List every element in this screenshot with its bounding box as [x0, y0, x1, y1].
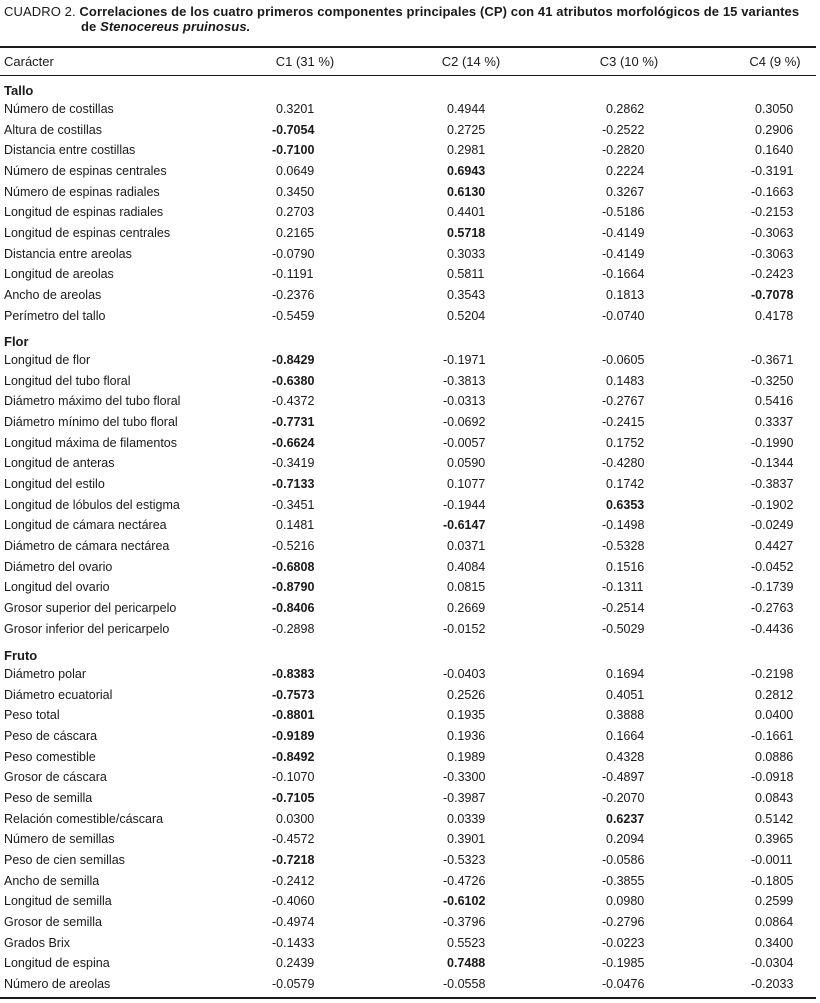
value-c1: -0.7054 [272, 122, 315, 137]
table-row [0, 619, 816, 639]
value-c2: -0.3813 [443, 373, 486, 388]
table-row [0, 412, 816, 432]
value-c4: -0.1990 [751, 435, 794, 450]
trait-name: Peso de semilla [4, 791, 93, 805]
value-c1: -0.7731 [272, 415, 315, 429]
table-row [0, 705, 816, 725]
value-c1: -0.3451 [272, 497, 315, 512]
trait-name: Diámetro del ovario [4, 559, 113, 574]
value-c3: 0.4328 [606, 749, 645, 764]
trait-name: Perímetro del tallo [4, 308, 106, 323]
value-c3: -0.2796 [602, 914, 645, 929]
value-c1: -0.5216 [272, 538, 315, 553]
value-c4: 0.4427 [755, 538, 794, 553]
table-row [0, 912, 816, 932]
value-c2: 0.7488 [447, 956, 486, 971]
value-c4: 0.2812 [755, 687, 794, 702]
value-c2: 0.3543 [447, 287, 486, 302]
value-c2: 0.1077 [447, 477, 486, 491]
value-c4: -0.3063 [751, 226, 794, 240]
table-row [0, 244, 816, 264]
trait-name: Distancia entre areolas [4, 246, 132, 261]
trait-name: Número de semillas [4, 832, 115, 847]
value-c3: 0.1694 [606, 667, 645, 681]
table-row [0, 788, 816, 808]
trait-name: Peso comestible [4, 749, 96, 764]
value-c1: -0.3419 [272, 456, 315, 471]
table-row [0, 182, 816, 202]
table-top-rule [0, 46, 816, 48]
value-c3: -0.0740 [602, 308, 645, 323]
trait-name: Longitud de areolas [4, 267, 114, 282]
value-c1: -0.7218 [272, 852, 315, 867]
value-c3: -0.0586 [602, 852, 645, 867]
trait-name: Grados Brix [4, 935, 70, 950]
value-c2: 0.0371 [447, 538, 486, 553]
value-c3: -0.2767 [602, 394, 645, 409]
value-c1: -0.6808 [272, 559, 315, 574]
value-c4: -0.1902 [751, 497, 794, 512]
value-c1: -0.5459 [272, 308, 315, 323]
trait-name: Diámetro de cámara nectárea [4, 538, 170, 553]
trait-name: Número de espinas radiales [4, 184, 160, 199]
value-c1: -0.1433 [272, 935, 315, 950]
value-c3: -0.0605 [602, 353, 645, 367]
value-c2: 0.0815 [447, 580, 486, 595]
table-row [0, 223, 816, 243]
value-c2: -0.5323 [443, 852, 486, 867]
value-c1: -0.8790 [272, 580, 315, 595]
table-row [0, 536, 816, 556]
table-row [0, 306, 816, 326]
value-c3: 0.2862 [606, 102, 645, 116]
value-c4: -0.2423 [751, 267, 794, 282]
value-c2: 0.4401 [447, 205, 486, 220]
value-c3: -0.2522 [602, 122, 645, 137]
value-c3: 0.3267 [606, 184, 645, 199]
value-c1: -0.4060 [272, 894, 315, 909]
value-c4: 0.0886 [755, 749, 794, 764]
value-c1: 0.2703 [276, 205, 315, 220]
value-c2: -0.0057 [443, 435, 486, 450]
table-row [0, 371, 816, 391]
trait-name: Longitud máxima de filamentos [4, 435, 178, 450]
table-header-rule [0, 75, 816, 76]
trait-name: Distancia entre costillas [4, 143, 136, 158]
table-row [0, 140, 816, 160]
table-row [0, 685, 816, 705]
value-c4: -0.3063 [751, 246, 794, 261]
value-c4: 0.2599 [755, 894, 794, 909]
value-c3: 0.1516 [606, 559, 645, 574]
table-row [0, 953, 816, 973]
value-c4: 0.3400 [755, 935, 794, 950]
value-c2: 0.6943 [447, 164, 486, 178]
value-c1: 0.0649 [276, 164, 315, 178]
table-row [0, 747, 816, 767]
value-c3: -0.2415 [602, 415, 645, 429]
value-c3: -0.1664 [602, 267, 645, 282]
trait-name: Longitud de cámara nectárea [4, 518, 167, 533]
table-row [0, 891, 816, 911]
value-c2: 0.4944 [447, 102, 486, 116]
value-c4: -0.7078 [751, 287, 794, 302]
caption-label: CUADRO 2. [4, 4, 76, 19]
table-row [0, 829, 816, 849]
value-c4: -0.1663 [751, 184, 794, 199]
value-c4: 0.2906 [755, 122, 794, 137]
value-c2: 0.1935 [447, 708, 486, 723]
value-c3: 0.1752 [606, 435, 645, 450]
value-c4: -0.0304 [751, 956, 794, 971]
value-c3: 0.0980 [606, 894, 645, 909]
value-c1: -0.8383 [272, 667, 315, 681]
value-c4: 0.5416 [755, 394, 794, 409]
value-c1: -0.2898 [272, 621, 315, 636]
value-c1: -0.1070 [272, 770, 315, 785]
section-title: Tallo [4, 83, 34, 98]
section-title: Fruto [4, 648, 38, 663]
value-c2: 0.1989 [447, 749, 486, 764]
value-c1: 0.1481 [276, 518, 315, 533]
value-c1: -0.7133 [272, 477, 315, 491]
value-c2: -0.3987 [443, 791, 486, 805]
value-c3: -0.3855 [602, 873, 645, 888]
value-c1: -0.2376 [272, 287, 315, 302]
value-c2: -0.1944 [443, 497, 486, 512]
value-c3: -0.0223 [602, 935, 645, 950]
value-c4: -0.2198 [751, 667, 794, 681]
table-row [0, 202, 816, 222]
value-c2: 0.2725 [447, 122, 486, 137]
value-c2: 0.3901 [447, 832, 486, 847]
value-c1: -0.7573 [272, 687, 315, 702]
trait-name: Peso de cien semillas [4, 852, 125, 867]
value-c3: -0.5328 [602, 538, 645, 553]
value-c2: 0.5523 [447, 935, 486, 950]
trait-name: Ancho de areolas [4, 287, 102, 302]
value-c1: -0.6624 [272, 435, 315, 450]
trait-name: Diámetro polar [4, 667, 86, 681]
trait-name: Relación comestible/cáscara [4, 811, 164, 826]
table-row [0, 391, 816, 411]
value-c1: 0.3201 [276, 102, 315, 116]
trait-name: Longitud de espinas centrales [4, 226, 171, 240]
value-c2: 0.2669 [447, 600, 486, 615]
value-c1: -0.9189 [272, 729, 315, 743]
value-c3: 0.6353 [606, 497, 645, 512]
trait-name: Grosor de semilla [4, 914, 102, 929]
value-c4: 0.4178 [755, 308, 794, 323]
value-c3: 0.3888 [606, 708, 645, 723]
value-c4: -0.3250 [751, 373, 794, 388]
section-heading-fruto [0, 646, 816, 666]
value-c3: -0.2820 [602, 143, 645, 158]
value-c2: 0.0590 [447, 456, 486, 471]
value-c2: 0.6130 [447, 184, 486, 199]
value-c2: -0.6102 [443, 894, 486, 909]
value-c4: 0.5142 [755, 811, 794, 826]
trait-name: Longitud del ovario [4, 580, 110, 595]
value-c3: 0.2094 [606, 832, 645, 847]
value-c3: -0.4280 [602, 456, 645, 471]
value-c2: -0.4726 [443, 873, 486, 888]
value-c4: 0.3965 [755, 832, 794, 847]
trait-name: Peso de cáscara [4, 729, 98, 743]
value-c1: -0.2412 [272, 873, 315, 888]
value-c2: 0.4084 [447, 559, 486, 574]
value-c3: 0.4051 [606, 687, 645, 702]
value-c4: -0.2153 [751, 205, 794, 220]
trait-name: Longitud de lóbulos del estigma [4, 497, 180, 512]
value-c4: 0.3337 [755, 415, 794, 429]
value-c4: 0.0864 [755, 914, 794, 929]
header-c3: C3 (10 %) [599, 54, 659, 69]
table-row [0, 726, 816, 746]
value-c1: 0.2165 [276, 226, 315, 240]
value-c2: -0.0692 [443, 415, 486, 429]
value-c1: -0.8406 [272, 600, 315, 615]
trait-name: Longitud del estilo [4, 477, 105, 491]
table-row [0, 495, 816, 515]
value-c2: 0.0339 [447, 811, 486, 826]
header-caracter: Carácter [4, 54, 54, 69]
value-c4: -0.1344 [751, 456, 794, 471]
table-row [0, 809, 816, 829]
trait-name: Longitud del tubo floral [4, 373, 131, 388]
value-c2: 0.2981 [447, 143, 486, 158]
table-caption [4, 4, 816, 34]
trait-name: Longitud de espina [4, 956, 110, 971]
value-c3: -0.5186 [602, 205, 645, 220]
table-row [0, 598, 816, 618]
value-c3: -0.5029 [602, 621, 645, 636]
value-c4: 0.0400 [755, 708, 794, 723]
section-heading-tallo [0, 81, 816, 101]
value-c3: 0.1813 [606, 287, 645, 302]
caption-species: Stenocereus pruinosus. [100, 19, 251, 34]
value-c1: -0.6380 [272, 373, 315, 388]
value-c1: -0.4974 [272, 914, 315, 929]
value-c4: -0.3191 [751, 164, 794, 178]
value-c4: -0.2033 [751, 976, 794, 991]
value-c1: -0.0790 [272, 246, 315, 261]
value-c4: -0.4436 [751, 621, 794, 636]
value-c2: -0.3300 [443, 770, 486, 785]
table-row [0, 974, 816, 994]
value-c3: -0.2514 [602, 600, 645, 615]
value-c1: -0.8801 [272, 708, 315, 723]
value-c2: -0.1971 [443, 353, 486, 367]
value-c1: -0.7105 [272, 791, 315, 805]
value-c1: -0.8429 [272, 353, 315, 367]
table-row [0, 871, 816, 891]
value-c3: 0.1742 [606, 477, 645, 491]
value-c3: -0.1311 [602, 580, 644, 595]
trait-name: Número de areolas [4, 976, 111, 991]
value-c4: -0.0452 [751, 559, 794, 574]
value-c2: 0.2526 [447, 687, 486, 702]
value-c3: 0.1483 [606, 373, 645, 388]
value-c1: 0.0300 [276, 811, 315, 826]
value-c3: 0.1664 [606, 729, 645, 743]
value-c2: 0.5718 [447, 226, 486, 240]
trait-name: Diámetro máximo del tubo floral [4, 394, 181, 409]
value-c4: -0.0011 [751, 852, 793, 867]
value-c1: -0.4372 [272, 394, 315, 409]
value-c2: 0.5204 [447, 308, 486, 323]
table-bottom-rule [0, 997, 816, 999]
trait-name: Número de costillas [4, 102, 114, 116]
value-c4: -0.2763 [751, 600, 794, 615]
caption-continuation: de [81, 19, 97, 34]
table-row [0, 264, 816, 284]
value-c3: -0.4897 [602, 770, 645, 785]
value-c4: 0.1640 [755, 143, 794, 158]
value-c2: 0.5811 [447, 267, 485, 282]
trait-name: Diámetro ecuatorial [4, 687, 113, 702]
table-row [0, 433, 816, 453]
table-row [0, 99, 816, 119]
value-c3: -0.0476 [602, 976, 645, 991]
value-c2: -0.3796 [443, 914, 486, 929]
trait-name: Número de espinas centrales [4, 164, 167, 178]
table-row [0, 577, 816, 597]
table-row [0, 350, 816, 370]
value-c1: -0.8492 [272, 749, 315, 764]
value-c4: -0.0918 [751, 770, 794, 785]
table-row [0, 850, 816, 870]
value-c4: -0.1805 [751, 873, 794, 888]
section-title: Flor [4, 334, 29, 349]
value-c4: 0.0843 [755, 791, 794, 805]
table-row [0, 933, 816, 953]
trait-name: Longitud de semilla [4, 894, 112, 909]
value-c3: 0.6237 [606, 811, 645, 826]
trait-name: Peso total [4, 708, 60, 723]
table-row [0, 557, 816, 577]
table-row [0, 453, 816, 473]
caption-text: Correlaciones de los cuatro primeros componentes principales (CP) con 41 atributos morfológicos de 15 variantes [79, 4, 800, 19]
value-c1: -0.0579 [272, 976, 315, 991]
trait-name: Longitud de flor [4, 353, 91, 367]
trait-name: Grosor superior del pericarpelo [4, 600, 177, 615]
table-row [0, 767, 816, 787]
trait-name: Ancho de semilla [4, 873, 100, 888]
value-c1: -0.1191 [272, 267, 314, 282]
value-c2: -0.0558 [443, 976, 486, 991]
table-row [0, 285, 816, 305]
header-c2: C2 (14 %) [441, 54, 501, 69]
value-c4: -0.3837 [751, 477, 794, 491]
value-c1: -0.7100 [272, 143, 315, 158]
value-c4: -0.1739 [751, 580, 794, 595]
value-c3: 0.2224 [606, 164, 645, 178]
value-c3: -0.4149 [602, 246, 645, 261]
value-c4: 0.3050 [755, 102, 794, 116]
value-c2: 0.1936 [447, 729, 486, 743]
value-c1: 0.3450 [276, 184, 315, 199]
table-row [0, 474, 816, 494]
header-c4: C4 (9 %) [749, 54, 801, 69]
table-row [0, 515, 816, 535]
table-header-row [0, 52, 816, 72]
value-c2: -0.0152 [443, 621, 486, 636]
section-heading-flor [0, 332, 816, 352]
table-row [0, 161, 816, 181]
trait-name: Altura de costillas [4, 122, 102, 137]
trait-name: Longitud de anteras [4, 456, 115, 471]
value-c2: -0.0313 [443, 394, 486, 409]
value-c2: -0.0403 [443, 667, 486, 681]
value-c1: -0.4572 [272, 832, 315, 847]
trait-name: Grosor de cáscara [4, 770, 107, 785]
header-c1: C1 (31 %) [275, 54, 335, 69]
value-c3: -0.4149 [602, 226, 645, 240]
trait-name: Longitud de espinas radiales [4, 205, 164, 220]
value-c2: 0.3033 [447, 246, 486, 261]
value-c3: -0.1985 [602, 956, 645, 971]
table-row [0, 120, 816, 140]
value-c4: -0.0249 [751, 518, 794, 533]
value-c4: -0.1661 [751, 729, 794, 743]
trait-name: Diámetro mínimo del tubo floral [4, 415, 178, 429]
value-c1: 0.2439 [276, 956, 315, 971]
trait-name: Grosor inferior del pericarpelo [4, 621, 170, 636]
value-c3: -0.2070 [602, 791, 645, 805]
value-c4: -0.3671 [751, 353, 794, 367]
value-c3: -0.1498 [602, 518, 645, 533]
table-row [0, 664, 816, 684]
value-c2: -0.6147 [443, 518, 486, 533]
